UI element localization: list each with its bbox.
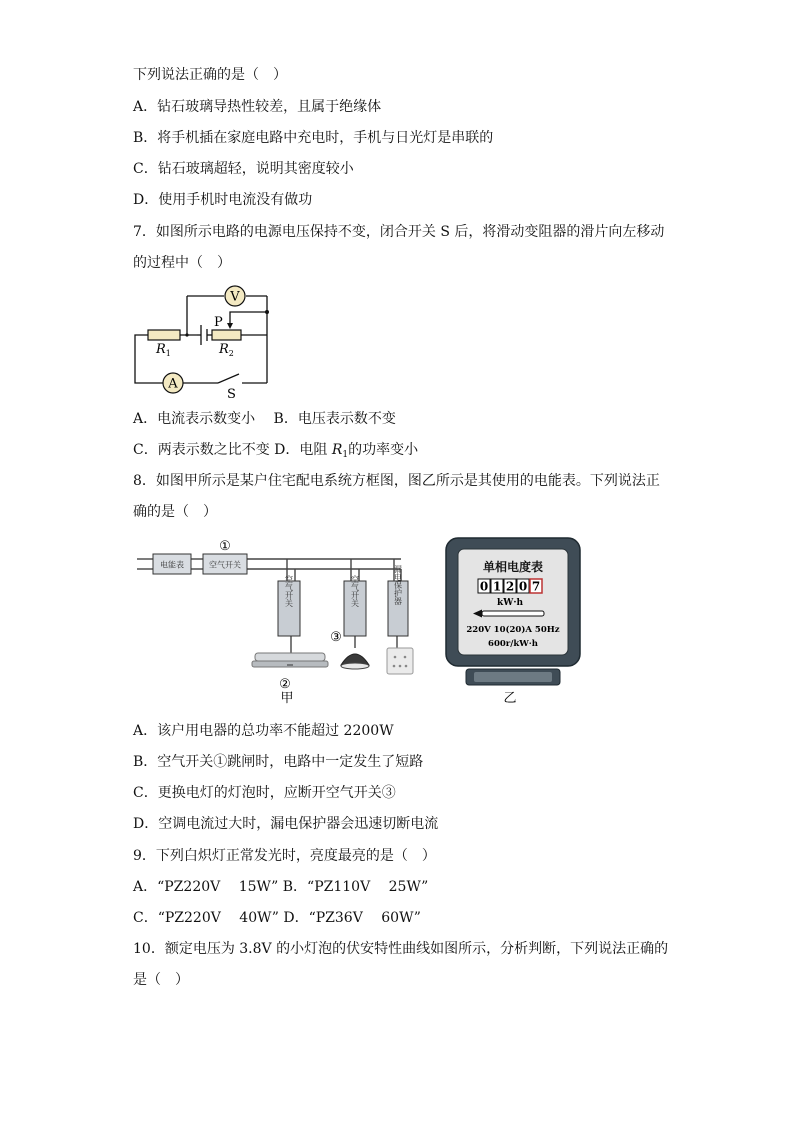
- q6-option-d: D．使用手机时电流没有做功: [133, 192, 313, 208]
- mark-1: ①: [219, 539, 231, 554]
- q7-circuit-diagram: [125, 283, 280, 403]
- q8-stem-line1: 8．如图甲所示是某户住宅配电系统方框图，图乙所示是其使用的电能表。下列说法正: [133, 473, 660, 489]
- meter-constant: 600r/kW·h: [488, 639, 538, 649]
- q9-option-cd: C．“PZ220V 40W” D．“PZ36V 60W”: [133, 910, 421, 926]
- q7-stem-line2: 的过程中（ ）: [133, 255, 231, 271]
- q6-stem: 下列说法正确的是（ ）: [133, 67, 287, 83]
- air-switch-2-label: 空气开关: [284, 575, 294, 607]
- air-switch-3-label: 空气开关: [350, 575, 360, 607]
- meter-digit: 0: [479, 579, 489, 594]
- q10-stem-line1: 10．额定电压为 3.8V 的小灯泡的伏安特性曲线如图所示，分析判断，下列说法正确的: [133, 941, 669, 957]
- q7-option-ab: A．电流表示数变小 B．电压表示数不变: [133, 411, 396, 427]
- energy-meter-figure: [440, 535, 590, 710]
- mark-2: ②: [279, 677, 291, 692]
- rheostat-r2: [212, 330, 241, 340]
- meter-rating: 220V 10(20)A 50Hz: [466, 625, 560, 635]
- q10-stem-line2: 是（ ）: [133, 972, 189, 988]
- q8-option-c: C．更换电灯的灯泡时，应断开空气开关③: [133, 785, 396, 801]
- meter-box-label: 电能表: [160, 560, 184, 570]
- q7-option-cd: C．两表示数之比不变 D．电阻 $R_1$的功率变小: [133, 442, 419, 460]
- caption-jia: 甲: [280, 691, 294, 706]
- q8-option-d: D．空调电流过大时，漏电保护器会迅速切断电流: [133, 816, 439, 832]
- mark-3: ③: [330, 630, 342, 645]
- meter-digit: 2: [505, 579, 515, 594]
- voltmeter-label: V: [230, 289, 240, 305]
- q6-option-c: C．钻石玻璃超轻，说明其密度较小: [133, 161, 354, 177]
- q8-distribution-diagram: [135, 535, 425, 710]
- q8-stem-line2: 确的是（ ）: [133, 504, 217, 520]
- meter-digit: 1: [492, 579, 502, 594]
- meter-digit: 7: [531, 579, 541, 594]
- socket-icon: [387, 648, 413, 674]
- meter-digit: 0: [518, 579, 528, 594]
- lamp-icon: [341, 654, 369, 669]
- caption-yi: 乙: [503, 691, 517, 706]
- air-conditioner-icon: [252, 653, 328, 667]
- meter-digits: [478, 579, 542, 594]
- q9-stem: 9．下列白炽灯正常发光时，亮度最亮的是（ ）: [133, 848, 436, 864]
- q8-option-a: A．该户用电器的总功率不能超过 2200W: [133, 723, 394, 739]
- r1-label: $R_1$: [156, 342, 171, 358]
- q9-option-ab: A．“PZ220V 15W” B．“PZ110V 25W”: [133, 879, 429, 895]
- q8-option-b: B．空气开关①跳闸时，电路中一定发生了短路: [133, 754, 424, 770]
- r2-label: $R_2$: [219, 342, 234, 358]
- q7-stem-line1: 7．如图所示电路的电源电压保持不变，闭合开关 S 后，将滑动变阻器的滑片向左移动: [133, 224, 665, 240]
- meter-unit: kW·h: [496, 598, 524, 608]
- q6-option-b: B．将手机插在家庭电路中充电时，手机与日光灯是串联的: [133, 130, 494, 146]
- ammeter-label: A: [168, 376, 178, 392]
- slider-label: P: [214, 315, 223, 330]
- resistor-r1: [148, 330, 180, 340]
- q6-option-a: A．钻石玻璃导热性较差，且属于绝缘体: [133, 99, 382, 115]
- switch-label: S: [227, 387, 236, 402]
- meter-disc-arrow-icon: [473, 610, 544, 618]
- main-air-switch-label: 空气开关: [209, 560, 241, 570]
- meter-title: 单相电度表: [482, 560, 544, 574]
- leakage-protector-label: 漏电保护器: [393, 565, 403, 605]
